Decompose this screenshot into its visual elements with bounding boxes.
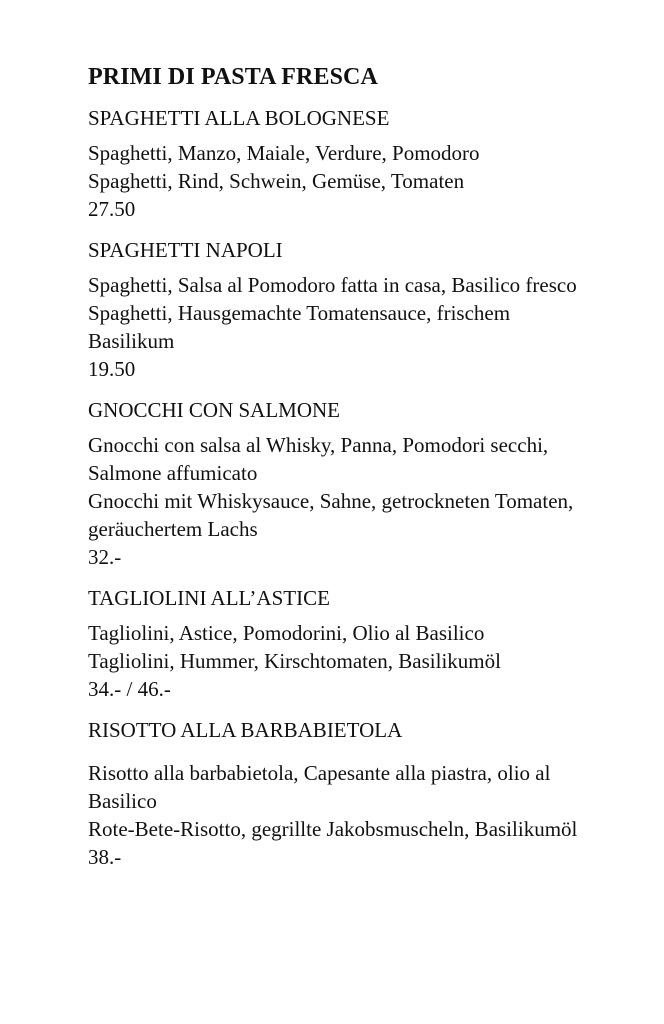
menu-item [88,104,594,223]
dish-description-italian: Spaghetti, Salsa al Pomodoro fatta in casa, Basilico fresco [88,273,577,297]
menu-item [88,396,594,571]
section-title: PRIMI DI PASTA FRESCA [88,64,378,90]
dish-name: SPAGHETTI NAPOLI [88,238,283,262]
menu-item [88,584,594,703]
dish-price: 38.- [88,845,122,869]
dish-description-german: Spaghetti, Rind, Schwein, Gemüse, Tomaten [88,169,465,193]
dish-description-italian: Gnocchi con salsa al Whisky, Panna, Pomodori secchi, Salmone affumicato [88,433,549,485]
dish-description-german: Spaghetti, Hausgemachte Tomatensauce, frischem Basilikum [88,301,511,353]
dish-description-german: Gnocchi mit Whiskysauce, Sahne, getrockneten Tomaten, geräuchertem Lachs [88,489,574,541]
dish-name: RISOTTO ALLA BARBABIETOLA [88,718,403,742]
dish-description-german: Rote-Bete-Risotto, gegrillte Jakobsmuscheln, Basilikumöl [88,817,578,841]
dish-price: 32.- [88,545,122,569]
dish-description-italian: Risotto alla barbabietola, Capesante alla piastra, olio al Basilico [88,761,551,813]
dish-name: TAGLIOLINI ALL’ASTICE [88,586,330,610]
dish-price: 27.50 [88,197,136,221]
dish-name: SPAGHETTI ALLA BOLOGNESE [88,106,390,130]
dish-price: 34.- / 46.- [88,677,171,701]
menu-item [88,236,594,383]
dish-price: 19.50 [88,357,136,381]
dish-description-italian: Tagliolini, Astice, Pomodorini, Olio al Basilico [88,621,485,645]
dish-name: GNOCCHI CON SALMONE [88,398,341,422]
dish-description-german: Tagliolini, Hummer, Kirschtomaten, Basilikumöl [88,649,501,673]
menu-section [88,62,594,884]
dish-description-italian: Spaghetti, Manzo, Maiale, Verdure, Pomodoro [88,141,480,165]
menu-item [88,716,594,871]
